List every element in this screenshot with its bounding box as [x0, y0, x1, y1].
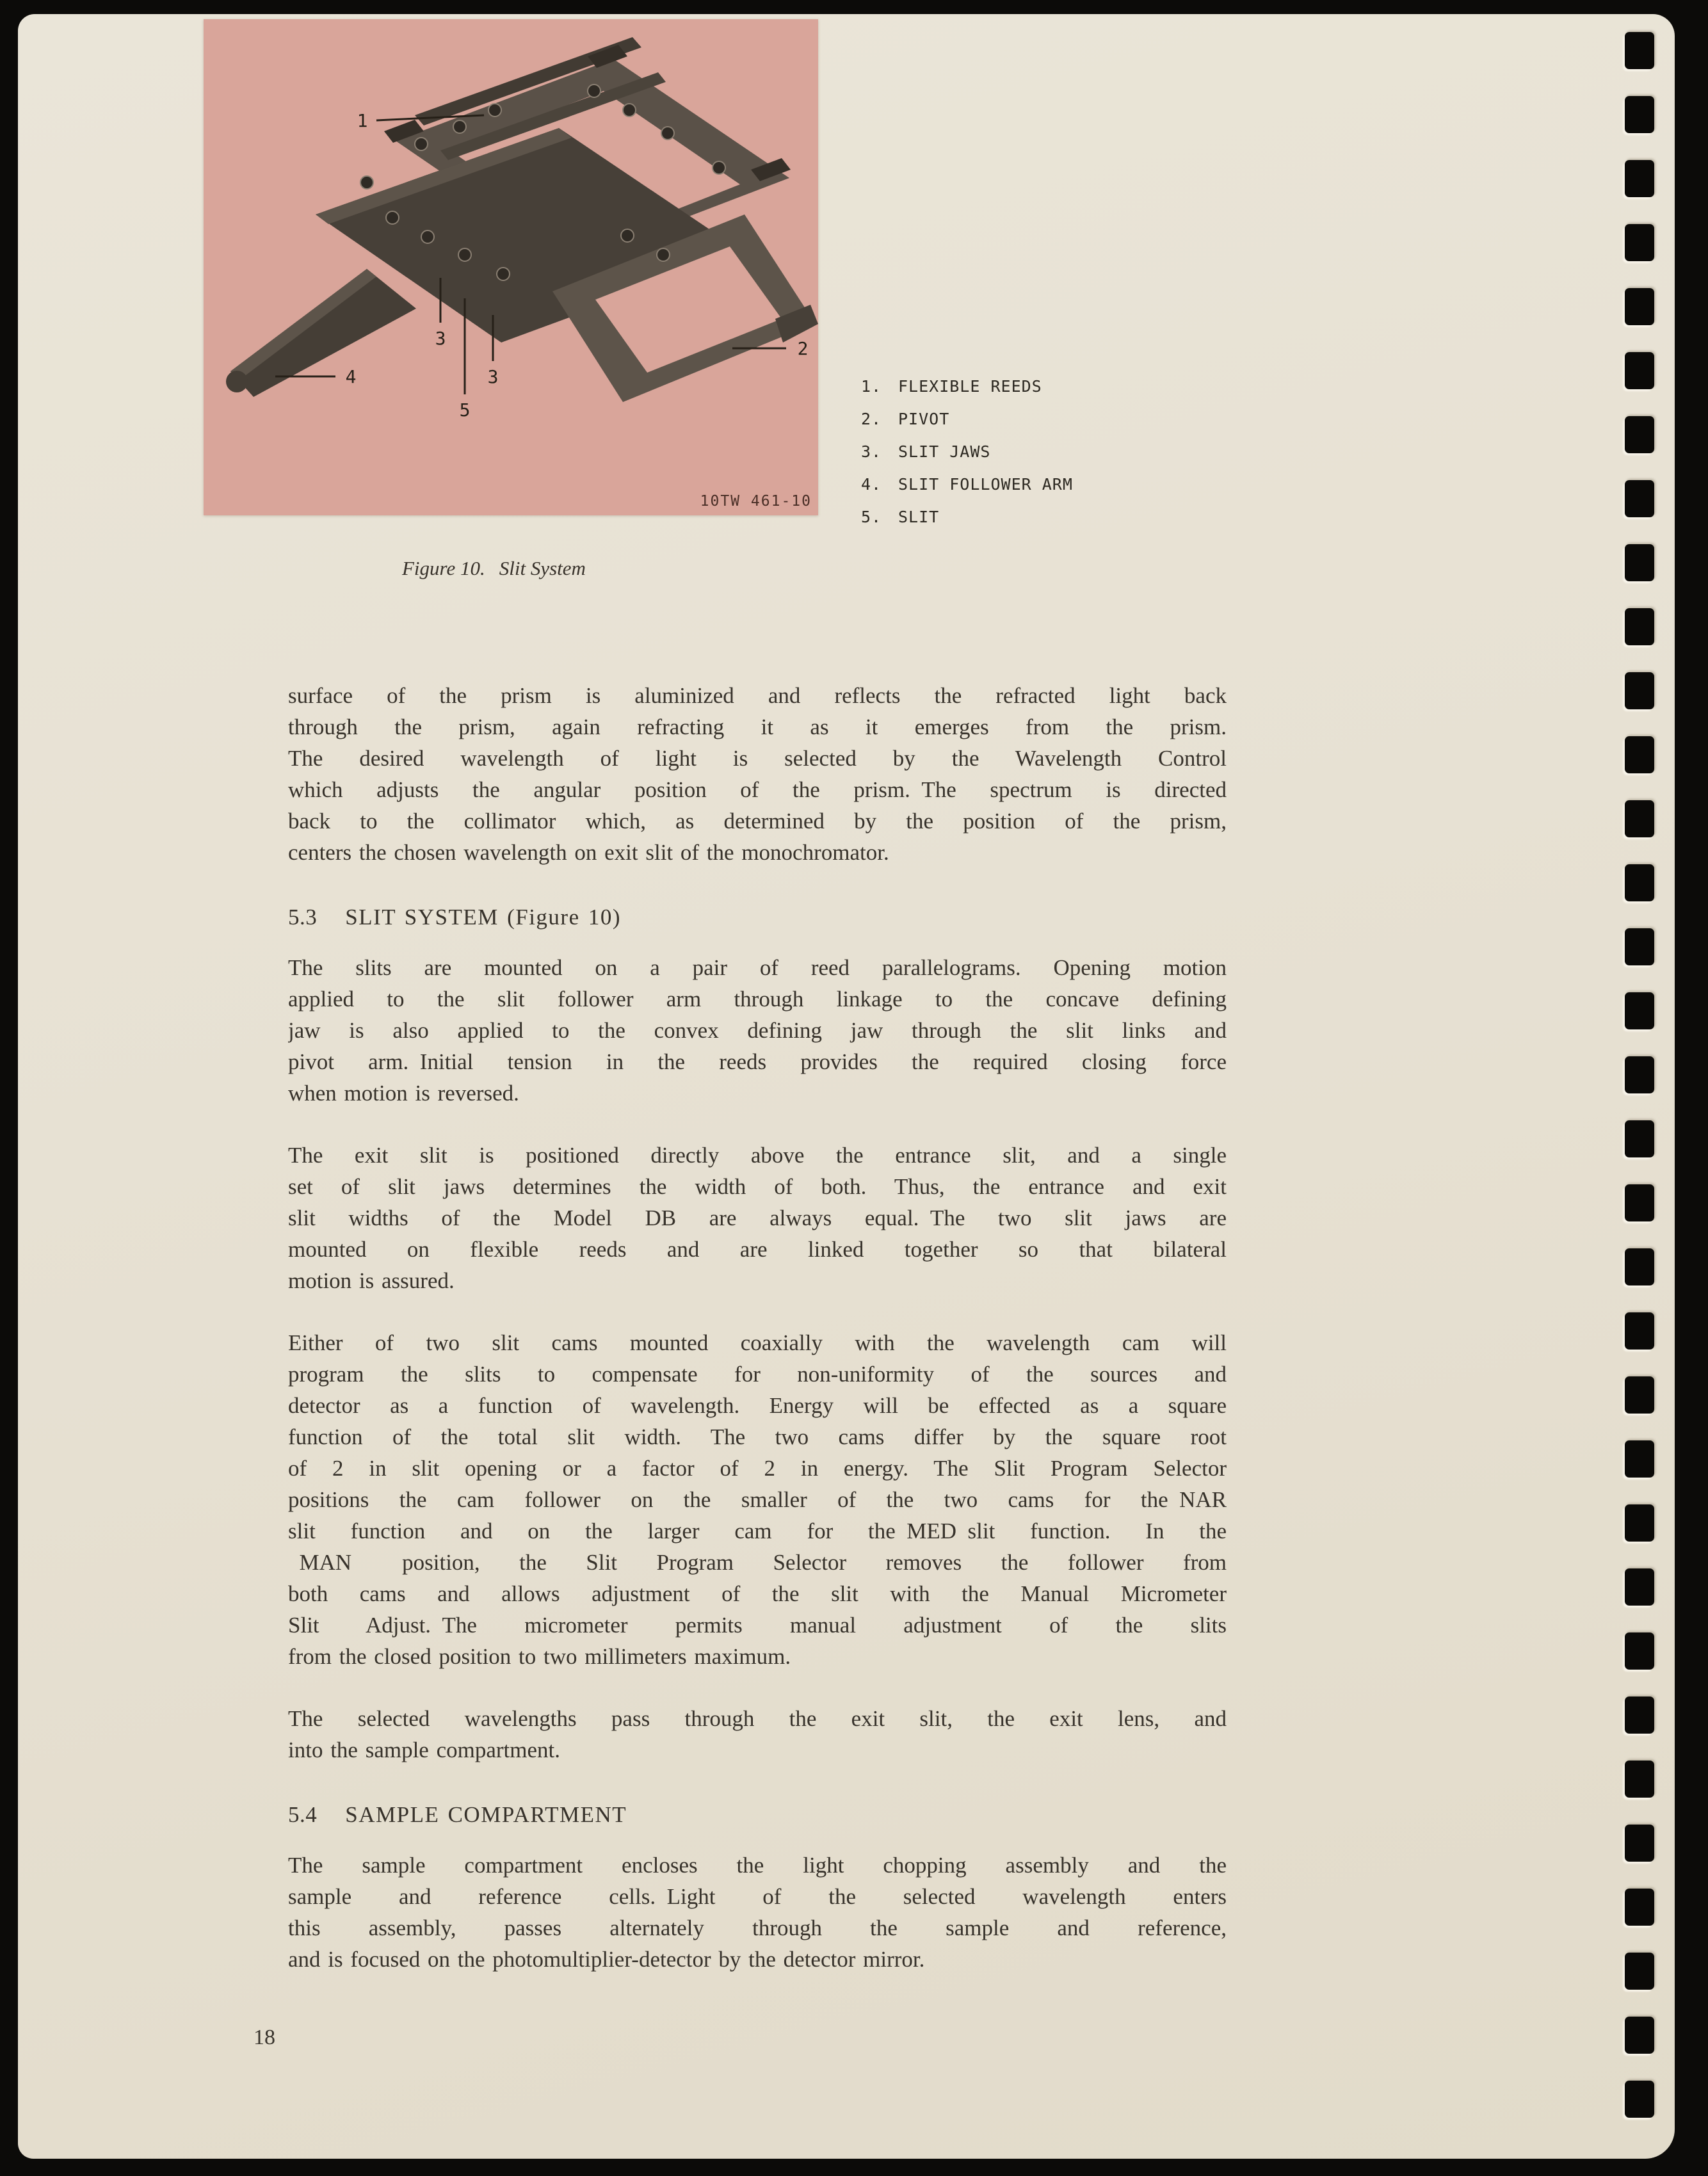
- text-line: this assembly, passes alternately through the sample and reference,: [288, 1915, 1227, 1940]
- text-line: from the closed position to two millimeters maximum.: [288, 1644, 791, 1669]
- legend-item-label: PIVOT: [898, 410, 950, 428]
- figure-caption-title: Slit System: [499, 557, 586, 579]
- text-line: The exit slit is positioned directly above the entrance slit, and a single: [288, 1143, 1227, 1168]
- text-line: positions the cam follower on the smaller of the two cams for the NAR: [288, 1487, 1227, 1512]
- section-number: 5.3: [288, 905, 318, 930]
- text-line: centers the chosen wavelength on exit slit of the monochromator.: [288, 840, 889, 865]
- text-line: back to the collimator which, as determined by the position of the prism,: [288, 809, 1227, 834]
- legend-item: [861, 435, 1073, 468]
- binding-hole: [1625, 1184, 1654, 1221]
- text-line: motion is assured.: [288, 1268, 455, 1293]
- binding-hole: [1625, 992, 1654, 1029]
- text-line: The selected wavelengths pass through the exit slit, the exit lens, and: [288, 1706, 1227, 1731]
- text-line: MAN position, the Slit Program Selector removes the follower from: [288, 1550, 1227, 1575]
- text-line: surface of the prism is aluminized and reflects the refracted light back: [288, 683, 1227, 708]
- figure-legend: [861, 370, 1073, 533]
- legend-item-number: 5.: [861, 508, 882, 526]
- binding-hole: [1625, 672, 1654, 709]
- legend-item: [861, 501, 1073, 533]
- text-line: and is focused on the photomultiplier-detector by the detector mirror.: [288, 1947, 925, 1972]
- section-title: SAMPLE COMPARTMENT: [345, 1802, 627, 1827]
- text-line: of 2 in slit opening or a factor of 2 in energy. The Slit Program Selector: [288, 1456, 1227, 1481]
- binding-hole: [1625, 1312, 1654, 1350]
- paragraph: [288, 952, 1227, 1109]
- binding-hole: [1625, 1696, 1654, 1734]
- paragraph: [288, 1140, 1227, 1296]
- figure-photo: [204, 19, 818, 515]
- text-line: through the prism, again refracting it as it emerges from the prism.: [288, 714, 1227, 739]
- legend-item-label: SLIT JAWS: [898, 442, 991, 461]
- legend-item-label: FLEXIBLE REEDS: [898, 377, 1042, 396]
- text-line: applied to the slit follower arm through linkage to the concave defining: [288, 987, 1227, 1011]
- text-line: which adjusts the angular position of the prism. The spectrum is directed: [288, 777, 1227, 802]
- legend-item-label: SLIT: [898, 508, 940, 526]
- page-number: 18: [254, 2026, 275, 2049]
- legend-item: [861, 403, 1073, 435]
- section-heading: [288, 1799, 1227, 1830]
- paragraph: [288, 1703, 1227, 1766]
- paragraph: [288, 1327, 1227, 1672]
- text-line: jaw is also applied to the convex defining jaw through the slit links and: [288, 1018, 1227, 1043]
- photo-credit: 10TW 461-10: [700, 493, 812, 510]
- text-blocks: [288, 680, 1227, 2006]
- callout-marker-1: 1: [357, 110, 368, 131]
- binding-hole: [1625, 1953, 1654, 1990]
- binding-hole: [1625, 160, 1654, 197]
- binding-hole: [1625, 1889, 1654, 1926]
- binding-hole: [1625, 1632, 1654, 1670]
- binding-hole: [1625, 608, 1654, 645]
- legend-item: [861, 468, 1073, 501]
- binding-hole: [1625, 800, 1654, 837]
- legend-item-number: 2.: [861, 410, 882, 428]
- legend-item-number: 4.: [861, 475, 882, 494]
- paragraph: [288, 1850, 1227, 1975]
- text-line: Slit Adjust. The micrometer permits manual adjustment of the slits: [288, 1613, 1227, 1638]
- text-line: set of slit jaws determines the width of both. Thus, the entrance and exit: [288, 1174, 1227, 1199]
- page: [18, 14, 1675, 2159]
- callout-marker-4: 4: [345, 366, 357, 387]
- binding-hole: [1625, 96, 1654, 133]
- text-line: mounted on flexible reeds and are linked together so that bilateral: [288, 1237, 1227, 1262]
- binding-hole: [1625, 1440, 1654, 1478]
- figure-caption: [402, 557, 761, 580]
- binding-hole: [1625, 1056, 1654, 1093]
- text-line: The desired wavelength of light is selected by the Wavelength Control: [288, 746, 1227, 771]
- binding-hole: [1625, 928, 1654, 965]
- text-line: The slits are mounted on a pair of reed parallelograms. Opening motion: [288, 955, 1227, 980]
- text-line: detector as a function of wavelength. Energy will be effected as a square: [288, 1393, 1227, 1418]
- binding-hole: [1625, 544, 1654, 581]
- text-line: both cams and allows adjustment of the slit with the Manual Micrometer: [288, 1581, 1227, 1606]
- binding-hole: [1625, 1568, 1654, 1606]
- text-line: program the slits to compensate for non-uniformity of the sources and: [288, 1362, 1227, 1387]
- section-title: SLIT SYSTEM (Figure 10): [345, 905, 622, 930]
- legend-item-label: SLIT FOLLOWER ARM: [898, 475, 1073, 494]
- binding-hole: [1625, 1248, 1654, 1285]
- text-line: when motion is reversed.: [288, 1081, 519, 1106]
- binding-hole: [1625, 864, 1654, 901]
- binding-hole: [1625, 480, 1654, 517]
- binding-hole: [1625, 1825, 1654, 1862]
- binding-hole: [1625, 352, 1654, 389]
- binding-hole: [1625, 2017, 1654, 2054]
- section-heading: [288, 901, 1227, 933]
- binding-hole: [1625, 1761, 1654, 1798]
- callout-marker-2: 2: [797, 338, 809, 359]
- binding-hole: [1625, 736, 1654, 773]
- text-line: The sample compartment encloses the light chopping assembly and the: [288, 1853, 1227, 1878]
- text-line: Either of two slit cams mounted coaxially with the wavelength cam will: [288, 1330, 1227, 1355]
- section-number: 5.4: [288, 1802, 318, 1827]
- binding-hole: [1625, 1120, 1654, 1157]
- callout-marker-3b: 3: [487, 366, 499, 387]
- binding-hole: [1625, 288, 1654, 325]
- text-line: function of the total slit width. The two cams differ by the square root: [288, 1424, 1227, 1449]
- paragraph: [288, 680, 1227, 868]
- binding-hole: [1625, 224, 1654, 261]
- binding-hole: [1625, 1376, 1654, 1414]
- text-line: slit function and on the larger cam for the MED slit function. In the: [288, 1519, 1227, 1543]
- binding-hole: [1625, 2081, 1654, 2118]
- legend-item-number: 3.: [861, 442, 882, 461]
- slit-mechanism-illustration: [204, 19, 818, 515]
- text-line: sample and reference cells. Light of the selected wavelength enters: [288, 1884, 1227, 1909]
- figure-caption-label: Figure 10.: [402, 557, 485, 579]
- legend-item-number: 1.: [861, 377, 882, 396]
- binding-hole: [1625, 1504, 1654, 1542]
- binding-hole: [1625, 416, 1654, 453]
- binding-hole: [1625, 32, 1654, 69]
- legend-item: [861, 370, 1073, 403]
- callout-marker-3a: 3: [435, 328, 446, 349]
- text-line: slit widths of the Model DB are always equal. The two slit jaws are: [288, 1205, 1227, 1230]
- text-line: pivot arm. Initial tension in the reeds provides the required closing force: [288, 1049, 1227, 1074]
- text-line: into the sample compartment.: [288, 1737, 561, 1762]
- callout-marker-5: 5: [459, 399, 471, 421]
